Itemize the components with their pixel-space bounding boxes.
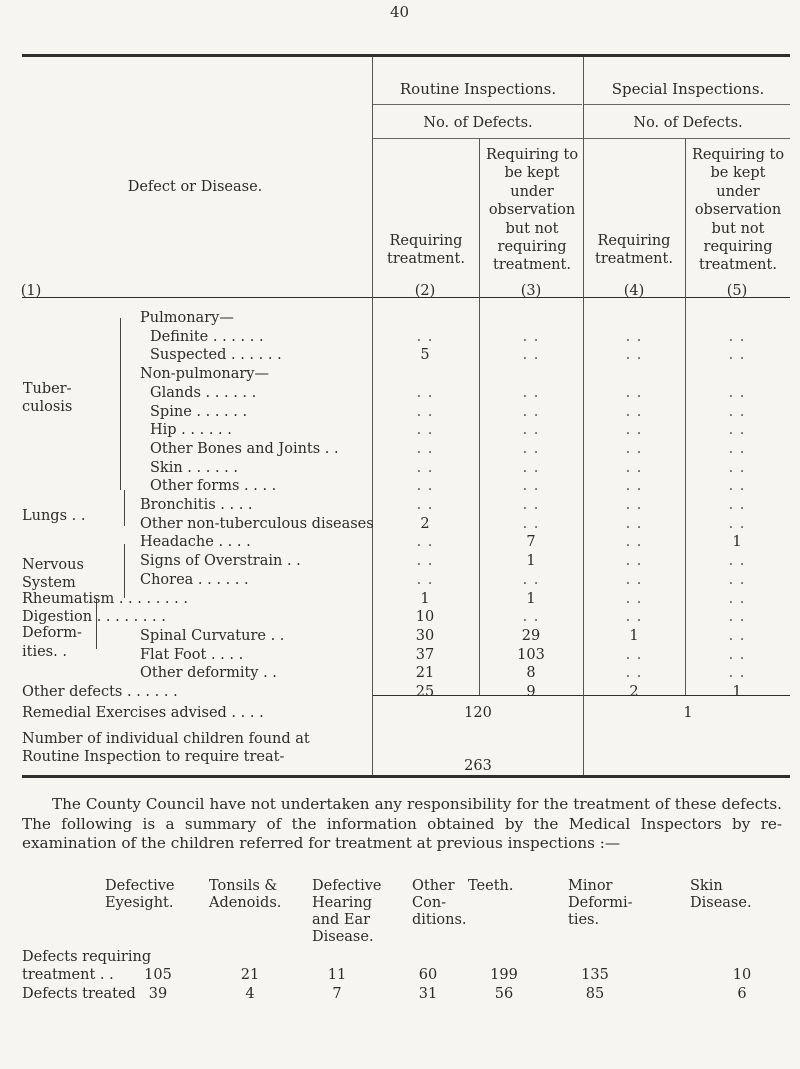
row-cell-c2: 5 xyxy=(420,347,430,364)
summary-row2-value: 39 xyxy=(148,986,168,1002)
individual-value: 263 xyxy=(464,758,492,774)
row-label: Flat Foot . . . . xyxy=(140,646,244,663)
brace-tuberculosis xyxy=(120,318,121,490)
row-cell-c4: . . xyxy=(625,478,643,495)
row-cell-c5: . . xyxy=(728,590,746,607)
brace-lungs xyxy=(124,490,125,526)
group-lungs: Lungs . . xyxy=(22,508,86,524)
row-cell-c4: 2 xyxy=(629,684,639,700)
summary-row1-label-line2: treatment . . xyxy=(22,967,114,983)
summary-header: Defective Hearing and Ear Disease. xyxy=(312,878,382,945)
row-cell-c5: . . xyxy=(728,571,746,588)
row-cell-c5: . . xyxy=(728,384,746,401)
row-cell-c2: 10 xyxy=(415,609,435,626)
remedial-routine-value: 120 xyxy=(464,705,492,721)
special-header: Special Inspections. xyxy=(611,80,765,98)
row-cell-c4: . . xyxy=(625,497,643,513)
row-cell-c2: . . xyxy=(416,328,434,345)
row-cell-c5: . . xyxy=(728,440,746,457)
group-deformities: Deform- ities. . xyxy=(22,625,82,660)
row-cell-c4: . . xyxy=(625,440,643,457)
col5-number: (5) xyxy=(726,283,748,299)
row-cell-c3: 7 xyxy=(526,534,536,551)
summary-row2-value: 31 xyxy=(418,986,438,1002)
summary-row1-value: 11 xyxy=(327,967,347,983)
col5-header: Requiring to be kept under observation but not requiring treatment. xyxy=(691,147,785,274)
row-cell-c3: . . xyxy=(522,403,540,420)
row-cell-c5: . . xyxy=(728,627,746,644)
row-cell-c3: 8 xyxy=(526,665,536,682)
row-cell-c3: . . xyxy=(522,328,540,345)
row-cell-c4: . . xyxy=(625,422,643,439)
summary-row2-value: 4 xyxy=(245,986,255,1002)
header-bottom-rule xyxy=(22,297,790,298)
col-divider-4 xyxy=(685,138,686,695)
row-cell-c5: . . xyxy=(728,646,746,663)
summary-row2-value: 7 xyxy=(332,986,342,1002)
group-nervous-system: Nervous System xyxy=(22,557,84,591)
remedial-special-value: 1 xyxy=(683,705,693,721)
row-cell-c4: . . xyxy=(625,571,643,588)
col4-number: (4) xyxy=(623,283,645,299)
row-cell-c2: . . xyxy=(416,422,434,439)
row-label: Suspected . . . . . . xyxy=(150,347,282,364)
row-cell-c3: . . xyxy=(522,609,540,626)
row-cell-c2: . . xyxy=(416,384,434,401)
summary-row1-value: 60 xyxy=(418,967,438,983)
row-cell-c4: . . xyxy=(625,553,643,570)
row-cell-c2: 30 xyxy=(415,627,435,644)
row-cell-c5: . . xyxy=(728,478,746,495)
row-cell-c3: . . xyxy=(522,384,540,401)
row-label: Headache . . . . xyxy=(140,534,251,551)
row-cell-c3: . . xyxy=(522,515,540,532)
row-cell-c2: . . xyxy=(416,553,434,570)
row-label: Glands . . . . . . xyxy=(150,384,257,401)
row-label: Other forms . . . . xyxy=(150,478,277,495)
row-cell-c2: 37 xyxy=(415,646,435,663)
group-tuberculosis: Tuber- culosis xyxy=(22,381,73,415)
row-cell-c2: 2 xyxy=(420,515,430,532)
summary-header: Minor Deformi- ties. xyxy=(568,878,633,928)
row-label: Pulmonary— xyxy=(140,310,234,326)
special-no-of-defects: No. of Defects. xyxy=(633,115,743,131)
row-cell-c3: . . xyxy=(522,440,540,457)
col-divider-2 xyxy=(583,57,584,775)
row-cell-c4: . . xyxy=(625,403,643,420)
summary-header: Tonsils & Adenoids. xyxy=(209,878,282,911)
row-cell-c3: 103 xyxy=(517,646,545,663)
row-label: Definite . . . . . . xyxy=(150,328,264,345)
row-cell-c4: . . xyxy=(625,646,643,663)
summary-row1-value: 199 xyxy=(490,967,518,983)
row-label: Other Bones and Joints . . xyxy=(150,440,339,457)
row-cell-c3: 29 xyxy=(521,627,541,644)
row-cell-c3: . . xyxy=(522,459,540,476)
row-cell-c2: 1 xyxy=(420,590,430,607)
routine-sub-rule xyxy=(372,104,582,105)
remedial-label: Remedial Exercises advised . . . . xyxy=(22,705,264,721)
summary-row2-value: 6 xyxy=(737,986,747,1002)
row-cell-c5: . . xyxy=(728,459,746,476)
row-cell-c2: . . xyxy=(416,571,434,588)
row-cell-c4: . . xyxy=(625,328,643,345)
table-bottom-rule xyxy=(22,775,790,778)
summary-row1-value: 10 xyxy=(732,967,752,983)
row-label: Other deformity . . xyxy=(140,665,277,682)
row-label: Other defects . . . . . . xyxy=(22,684,178,700)
row-cell-c4: . . xyxy=(625,609,643,626)
row-cell-c5: 1 xyxy=(732,684,742,700)
summary-header: Skin Disease. xyxy=(690,878,752,911)
row-cell-c3: . . xyxy=(522,478,540,495)
row-cell-c5: . . xyxy=(728,515,746,532)
row-label: Spinal Curvature . . xyxy=(140,627,285,644)
row-cell-c3: . . xyxy=(522,422,540,439)
defects-sub-rule xyxy=(372,138,790,139)
row-cell-c3: 9 xyxy=(526,684,536,700)
row-label: Bronchitis . . . . xyxy=(140,497,253,513)
row-cell-c4: . . xyxy=(625,384,643,401)
row-label: Digestion . . . . . . . . xyxy=(22,609,166,626)
row-cell-c2: . . xyxy=(416,403,434,420)
row-label: Skin . . . . . . xyxy=(150,459,239,476)
individual-label-line2: Routine Inspection to require treat- xyxy=(22,749,285,765)
summary-row1-value: 21 xyxy=(240,967,260,983)
row-label: Rheumatism . . . . . . . . xyxy=(22,590,188,607)
summary-row1-label-line1: Defects requiring xyxy=(22,949,152,965)
row-cell-c4: . . xyxy=(625,534,643,551)
row-cell-c5: 1 xyxy=(732,534,742,551)
summary-row2-label: Defects treated xyxy=(22,986,136,1002)
defect-column-header: Defect or Disease. xyxy=(127,179,263,195)
row-cell-c2: . . xyxy=(416,440,434,457)
individual-label-line1: Number of individual children found at xyxy=(22,731,310,747)
row-cell-c5: . . xyxy=(728,328,746,345)
row-cell-c3: 1 xyxy=(526,553,536,570)
row-cell-c5: . . xyxy=(728,497,746,513)
row-label: Non-pulmonary— xyxy=(140,366,269,383)
row-label: Spine . . . . . . xyxy=(150,403,248,420)
row-cell-c5: . . xyxy=(728,422,746,439)
summary-row1-value: 135 xyxy=(581,967,609,983)
routine-no-of-defects: No. of Defects. xyxy=(423,115,533,131)
row-cell-c5: . . xyxy=(728,347,746,364)
page-number: 40 xyxy=(390,3,410,21)
summary-header: Teeth. xyxy=(468,878,514,894)
row-cell-c2: . . xyxy=(416,478,434,495)
routine-header: Routine Inspections. xyxy=(399,80,557,98)
row-cell-c3: 1 xyxy=(526,590,536,607)
row-cell-c4: 1 xyxy=(629,627,639,644)
row-label: Chorea . . . . . . xyxy=(140,571,249,588)
row-cell-c2: . . xyxy=(416,459,434,476)
row-cell-c5: . . xyxy=(728,403,746,420)
summary-paragraph: The County Council have not undertaken any responsibility for the treatment of these defects. The following is a summary of the information obtained by the Medical Inspectors by re-examination of the children referred for treatment at previous inspections :— xyxy=(22,795,782,852)
row-cell-c4: . . xyxy=(625,515,643,532)
col-divider-3 xyxy=(479,138,480,695)
row-cell-c5: . . xyxy=(728,553,746,570)
row-cell-c4: . . xyxy=(625,665,643,682)
summary-header: Other Con- ditions. xyxy=(412,878,467,928)
col3-number: (3) xyxy=(520,283,542,299)
col2-header: Requiring treatment. xyxy=(387,233,465,268)
row-cell-c2: . . xyxy=(416,497,434,513)
row-cell-c2: 25 xyxy=(415,684,435,700)
row-label: Other non-tuberculous diseases xyxy=(140,515,374,532)
row-label: Signs of Overstrain . . xyxy=(140,553,301,570)
col2-number: (2) xyxy=(414,283,436,299)
row-label: Hip . . . . . . xyxy=(150,422,232,439)
summary-row1-value: 105 xyxy=(144,967,172,983)
special-sub-rule xyxy=(583,104,790,105)
row-cell-c3: . . xyxy=(522,347,540,364)
col3-header: Requiring to be kept under observation but not requiring treatment. xyxy=(485,147,579,274)
row-cell-c5: . . xyxy=(728,609,746,626)
col1-number: (1) xyxy=(20,283,42,299)
row-cell-c4: . . xyxy=(625,347,643,364)
row-cell-c5: . . xyxy=(728,665,746,682)
row-cell-c2: . . xyxy=(416,534,434,551)
col4-header: Requiring treatment. xyxy=(595,233,673,268)
row-cell-c3: . . xyxy=(522,571,540,588)
row-cell-c4: . . xyxy=(625,459,643,476)
summary-header: Defective Eyesight. xyxy=(105,878,175,911)
table-top-rule xyxy=(22,54,790,57)
row-cell-c2: 21 xyxy=(415,665,435,682)
col-divider-1 xyxy=(372,57,373,775)
row-cell-c3: . . xyxy=(522,497,540,513)
summary-row2-value: 56 xyxy=(494,986,514,1002)
body-bottom-rule xyxy=(372,695,790,696)
row-cell-c4: . . xyxy=(625,590,643,607)
summary-row2-value: 85 xyxy=(585,986,605,1002)
